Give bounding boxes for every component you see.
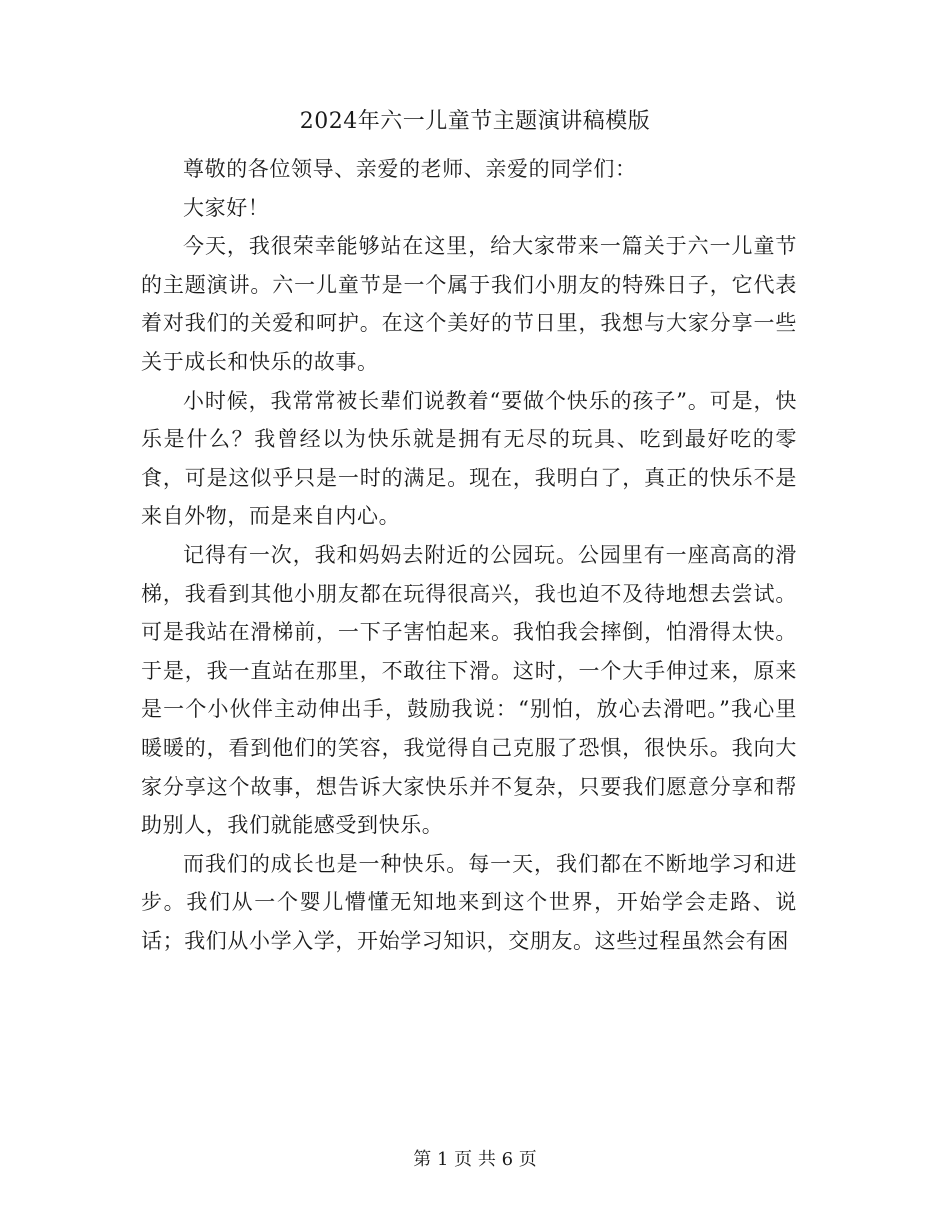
body-paragraph: 而我们的成长也是一种快乐。每一天，我们都在不断地学习和进步。我们从一个婴儿懵懂无知地来到这个世界，开始学会走路、说话；我们从小学入学，开始学习知识，交朋友。这些过程虽然会有困 [141, 851, 797, 953]
greeting-paragraph: 大家好！ [183, 195, 270, 220]
document-body [141, 150, 797, 960]
document-title: 2024年六一儿童节主题演讲稿模版 [299, 109, 651, 134]
body-paragraph: 小时候，我常常被长辈们说教着“要做个快乐的孩子”。可是，快乐是什么？我曾经以为快乐就是拥有无尽的玩具、吃到最好吃的零食，可是这似乎只是一时的满足。现在，我明白了，真正的快乐不是来自外物，而是来自内心。 [141, 388, 797, 529]
salutation-paragraph: 尊敬的各位领导、亲爱的老师、亲爱的同学们： [183, 157, 637, 181]
body-paragraph: 今天，我很荣幸能够站在这里，给大家带来一篇关于六一儿童节的主题演讲。六一儿童节是一个属于我们小朋友的特殊日子，它代表着对我们的关爱和呵护。在这个美好的节日里，我想与大家分享一些关于成长和快乐的故事。 [141, 234, 797, 374]
page-number-footer: 第 1 页 共 6 页 [413, 1149, 537, 1170]
body-paragraph: 记得有一次，我和妈妈去附近的公园玩。公园里有一座高高的滑梯，我看到其他小朋友都在玩得很高兴，我也迫不及待地想去尝试。可是我站在滑梯前，一下子害怕起来。我怕我会摔倒，怕滑得太快。于是，我一直站在那里，不敢往下滑。这时，一个大手伸过来，原来是一个小伙伴主动伸出手，鼓励我说：“别怕，放心去滑吧。”我心里暖暖的，看到他们的笑容，我觉得自己克服了恐惧，很快乐。我向大家分享这个故事，想告诉大家快乐并不复杂，只要我们愿意分享和帮助别人，我们就能感受到快乐。 [141, 542, 797, 838]
